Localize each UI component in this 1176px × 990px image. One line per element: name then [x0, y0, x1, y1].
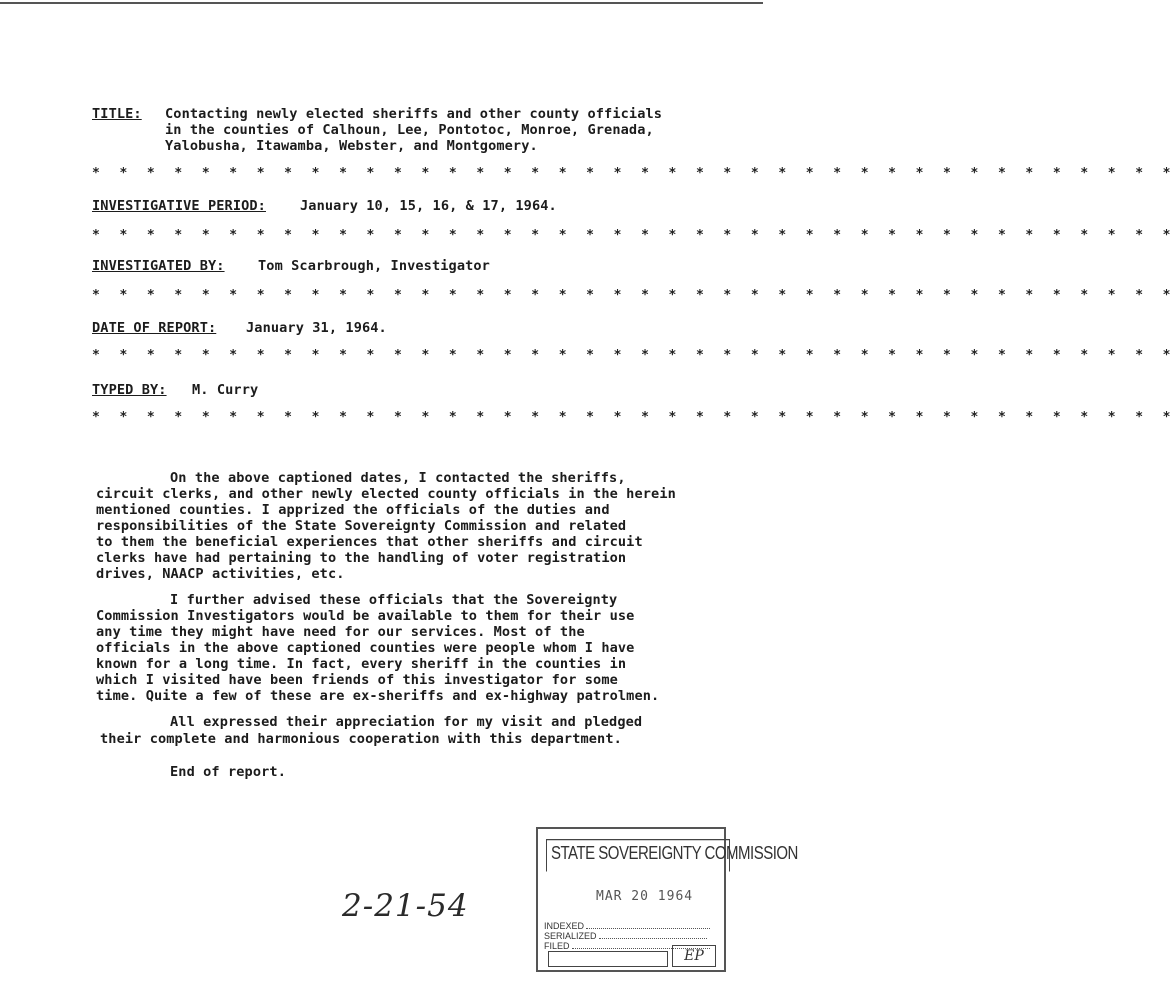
stamp-serialized-label: SERIALIZED — [544, 931, 597, 941]
para2-line-5: known for a long time. In fact, every sheriff in the counties in — [96, 656, 627, 672]
stamp-initials: EP — [672, 945, 716, 967]
para1-line-1: On the above captioned dates, I contacted the sheriffs, — [170, 470, 626, 486]
investigator-label: INVESTIGATED BY: — [92, 258, 225, 274]
stamp-title: STATE SOVEREIGNTY COMMISSION — [546, 839, 730, 872]
title-line-2: in the counties of Calhoun, Lee, Pontotoc, Monroe, Grenada, — [165, 122, 654, 138]
para1-line-5: to them the beneficial experiences that other sheriffs and circuit — [96, 534, 643, 550]
stamp-filed-label: FILED — [544, 941, 570, 951]
typed-by-value: M. Curry — [192, 382, 259, 398]
handwritten-file-number: 2-21-54 — [342, 888, 469, 924]
para1-line-2: circuit clerks, and other newly elected county officials in the herein — [96, 486, 676, 502]
date-value: January 31, 1964. — [246, 320, 387, 336]
para1-line-7: drives, NAACP activities, etc. — [96, 566, 345, 582]
stamp-indexed-label: INDEXED — [544, 921, 585, 931]
title-line-3: Yalobusha, Itawamba, Webster, and Montgomery. — [165, 138, 538, 154]
para2-line-6: which I visited have been friends of this investigator for some — [96, 672, 618, 688]
separator-3: * * * * * * * * * * * * * * * * * * * * * * * * * * * * * * * * * * * * * * * * — [92, 288, 1176, 303]
stamp-serialized-field — [544, 931, 707, 941]
para3-line-1: All expressed their appreciation for my visit and pledged — [170, 714, 643, 730]
period-label: INVESTIGATIVE PERIOD: — [92, 198, 266, 214]
para2-line-1: I further advised these officials that the Sovereignty — [170, 592, 618, 608]
investigator-value: Tom Scarbrough, Investigator — [258, 258, 490, 274]
stamp-blank-box — [548, 951, 668, 967]
para2-line-7: time. Quite a few of these are ex-sheriffs and ex-highway patrolmen. — [96, 688, 660, 704]
para2-line-2: Commission Investigators would be available to them for their use — [96, 608, 635, 624]
date-label: DATE OF REPORT: — [92, 320, 217, 336]
para3-line-2: their complete and harmonious cooperation with this department. — [100, 731, 622, 747]
para1-line-4: responsibilities of the State Sovereignty Commission and related — [96, 518, 627, 534]
separator-4: * * * * * * * * * * * * * * * * * * * * * * * * * * * * * * * * * * * * * * * * — [92, 348, 1176, 363]
typed-by-label: TYPED BY: — [92, 382, 167, 398]
title-line-1: Contacting newly elected sheriffs and other county officials — [165, 106, 663, 122]
commission-stamp — [536, 827, 798, 972]
separator-2: * * * * * * * * * * * * * * * * * * * * * * * * * * * * * * * * * * * * * * * * — [92, 228, 1176, 243]
para1-line-6: clerks have had pertaining to the handling of voter registration — [96, 550, 627, 566]
para1-line-3: mentioned counties. I apprized the officials of the duties and — [96, 502, 610, 518]
closing-text: End of report. — [170, 764, 286, 780]
stamp-date: MAR 20 1964 — [596, 889, 694, 904]
separator-1: * * * * * * * * * * * * * * * * * * * * * * * * * * * * * * * * * * * * * * * * — [92, 166, 1176, 181]
period-value: January 10, 15, 16, & 17, 1964. — [300, 198, 557, 214]
title-label: TITLE: — [92, 106, 142, 122]
separator-5: * * * * * * * * * * * * * * * * * * * * * * * * * * * * * * * * * * * * * * * * — [92, 410, 1176, 425]
para2-line-4: officials in the above captioned counties were people whom I have — [96, 640, 635, 656]
para2-line-3: any time they might have need for our services. Most of the — [96, 624, 585, 640]
stamp-indexed-field — [544, 921, 710, 931]
